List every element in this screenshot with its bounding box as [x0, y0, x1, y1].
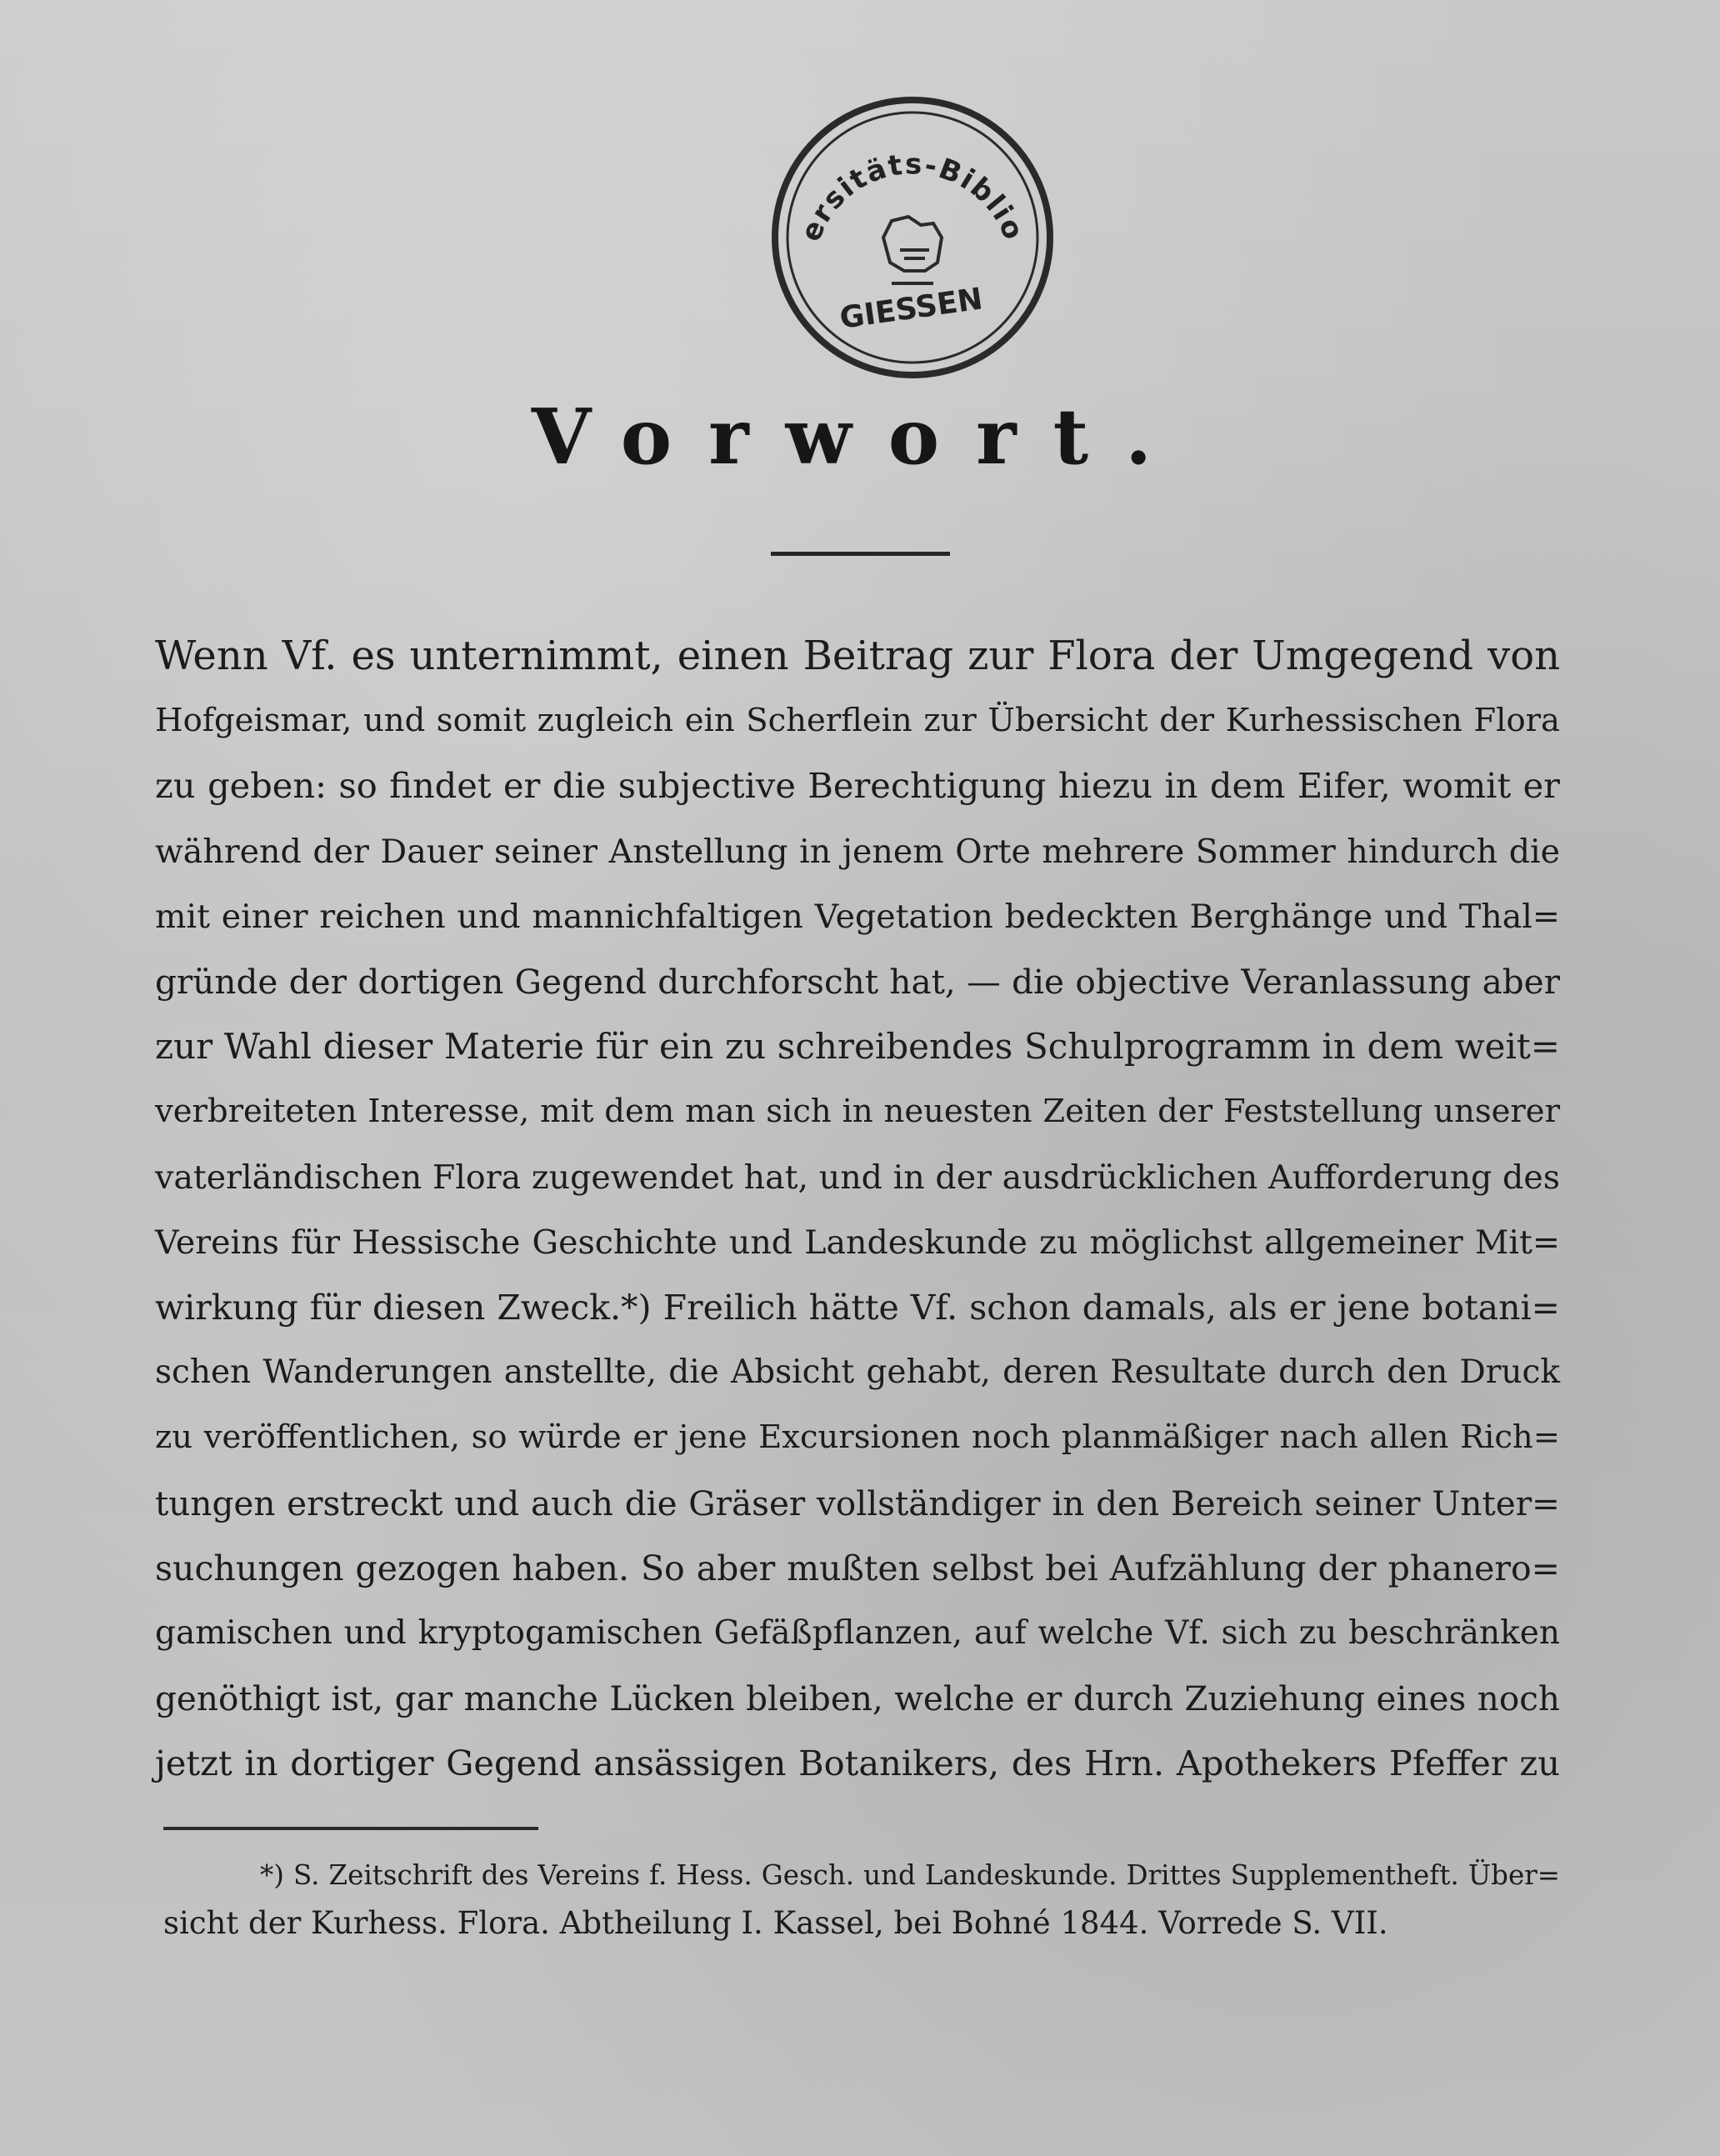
- svg-text:Universitäts-Bibliothek: ersitäts-Biblio: [793, 148, 1031, 247]
- stamp-seal-icon: [767, 92, 1058, 383]
- body-line: zu veröffentlichen, so würde er jene Excursionen noch planmäßiger nach allen Rich=: [155, 1418, 1560, 1457]
- body-line: schen Wanderungen anstellte, die Absicht gehabt, deren Resultate durch den Druck: [155, 1353, 1560, 1392]
- body-line: mit einer reichen und mannichfaltigen Vegetation bedeckten Berghänge und Thal=: [155, 897, 1560, 936]
- body-line: wirkung für diesen Zweck.*) Freilich hätte Vf. schon damals, als er jene botani=: [155, 1288, 1560, 1328]
- body-line: zur Wahl dieser Materie für ein zu schreibendes Schulprogramm in dem weit=: [155, 1026, 1560, 1068]
- library-stamp: [767, 92, 1058, 383]
- body-line: Wenn Vf. es unternimmt, einen Beitrag zur Flora der Umgegend von: [155, 633, 1560, 679]
- body-line: Vereins für Hessische Geschichte und Landeskunde zu möglichst allgemeiner Mit=: [155, 1223, 1560, 1262]
- body-line: tungen erstreckt und auch die Gräser vollständiger in den Bereich seiner Unter=: [155, 1483, 1560, 1523]
- body-line: genöthigt ist, gar manche Lücken bleiben, welche er durch Zuziehung eines noch: [155, 1678, 1560, 1719]
- body-line: jetzt in dortiger Gegend ansässigen Botanikers, des Hrn. Apothekers Pfeffer zu: [155, 1743, 1560, 1784]
- body-line: suchungen gezogen haben. So aber mußten selbst bei Aufzählung der phanero=: [155, 1548, 1560, 1588]
- body-line: vaterländischen Flora zugewendet hat, und in der ausdrücklichen Aufforderung des: [155, 1158, 1560, 1197]
- body-paragraph: [155, 623, 1560, 1797]
- body-line: zu geben: so findet er die subjective Berechtigung hiezu in dem Eifer, womit er: [155, 765, 1560, 807]
- title-divider: [771, 552, 950, 556]
- footnote-line: sicht der Kurhess. Flora. Abtheilung I. Kassel, bei Bohné 1844. Vorrede S. VII.: [163, 1905, 1388, 1941]
- footnote-divider: [163, 1827, 538, 1830]
- page-title: Vorwort.: [531, 392, 1189, 482]
- body-line: Hofgeismar, und somit zugleich ein Scherflein zur Übersicht der Kurhessischen Flora: [155, 702, 1560, 740]
- body-line: gründe der dortigen Gegend durchforscht hat, — die objective Veranlassung aber: [155, 962, 1560, 1003]
- footnote: [163, 1850, 1560, 1948]
- body-line: verbreiteten Interesse, mit dem man sich in neuesten Zeiten der Feststellung unserer: [155, 1093, 1560, 1131]
- body-line: gamischen und kryptogamischen Gefäßpflanzen, auf welche Vf. sich zu beschränken: [155, 1614, 1560, 1653]
- footnote-line: *) S. Zeitschrift des Vereins f. Hess. Gesch. und Landeskunde. Drittes Supplementheft. Über=: [260, 1859, 1560, 1891]
- svg-text:GIESSEN: GIESSEN: [838, 282, 985, 336]
- body-line: während der Dauer seiner Anstellung in jenem Orte mehrere Sommer hindurch die: [155, 832, 1560, 871]
